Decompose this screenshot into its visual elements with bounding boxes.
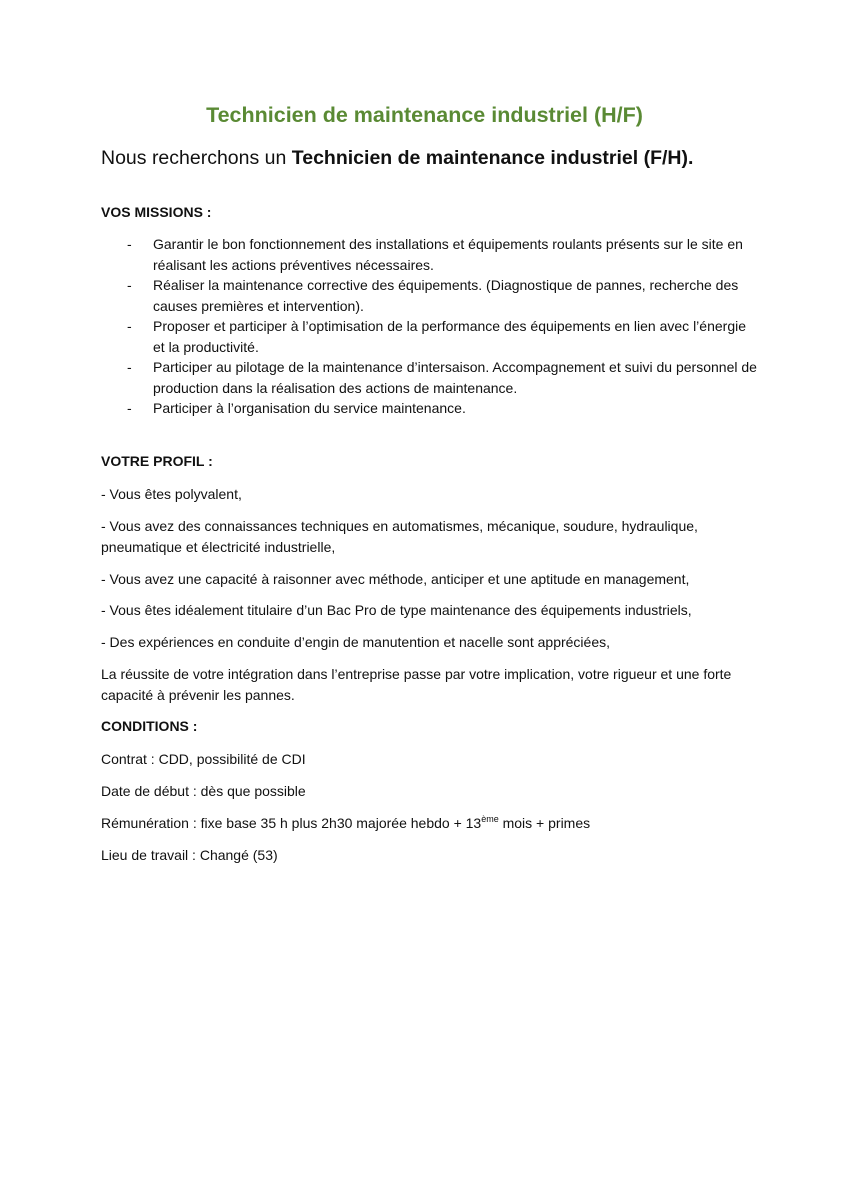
bullet-dash: - (127, 359, 132, 375)
mission-item (101, 234, 761, 275)
intro-line (101, 147, 801, 170)
remuneration-superscript: ème (481, 814, 499, 824)
profil-item: - Vous avez une capacité à raisonner avec méthode, anticiper et une aptitude en management, (101, 571, 690, 587)
mission-text: Garantir le bon fonctionnement des installations et équipements roulants présents sur le site en réalisant les actions préventives nécessaires. (153, 236, 743, 273)
profil-item: - Vous êtes idéalement titulaire d’un Bac Pro de type maintenance des équipements industriels, (101, 602, 692, 618)
mission-text: Proposer et participer à l’optimisation de la performance des équipements en lien avec l’énergie et la productivité. (153, 318, 746, 355)
missions-list (101, 234, 761, 419)
mission-item (101, 316, 761, 357)
intro-prefix: Nous recherchons un (101, 147, 292, 169)
condition-contrat: Contrat : CDD, possibilité de CDI (101, 751, 306, 767)
mission-item (101, 275, 761, 316)
bullet-dash: - (127, 318, 132, 334)
condition-date-debut: Date de début : dès que possible (101, 783, 306, 799)
missions-heading: VOS MISSIONS : (101, 204, 212, 220)
mission-text: Participer à l’organisation du service maintenance. (153, 400, 466, 416)
profil-heading: VOTRE PROFIL : (101, 453, 213, 469)
mission-item (101, 398, 761, 419)
intro-job-name: Technicien de maintenance industriel (F/H). (291, 147, 694, 169)
profil-item: - Vous êtes polyvalent, (101, 486, 242, 502)
mission-text: Participer au pilotage de la maintenance d’intersaison. Accompagnement et suivi du personnel de production dans la réalisation des actions de maintenance. (153, 359, 757, 396)
conditions-heading: CONDITIONS : (101, 718, 198, 734)
mission-text: Réaliser la maintenance corrective des équipements. (Diagnostique de pannes, recherche des causes premières et intervention). (153, 277, 739, 314)
condition-lieu: Lieu de travail : Changé (53) (101, 847, 278, 863)
bullet-dash: - (127, 277, 132, 293)
condition-remuneration (101, 813, 761, 834)
mission-item (101, 357, 761, 398)
bullet-dash: - (127, 236, 132, 252)
profil-item: - Vous avez des connaissances techniques en automatismes, mécanique, soudure, hydraulique, pneumatique et électricité industrielle, (101, 518, 698, 555)
profil-item: - Des expériences en conduite d’engin de manutention et nacelle sont appréciées, (101, 634, 610, 650)
job-title: Technicien de maintenance industriel (H/F) (206, 103, 643, 127)
bullet-dash: - (127, 400, 132, 416)
remuneration-suffix: mois + primes (498, 815, 591, 831)
remuneration-text: Rémunération : fixe base 35 h plus 2h30 majorée hebdo + 13 (101, 815, 482, 831)
profil-closing: La réussite de votre intégration dans l’entreprise passe par votre implication, votre rigueur et une forte capacité à prévenir les pannes. (101, 666, 732, 703)
